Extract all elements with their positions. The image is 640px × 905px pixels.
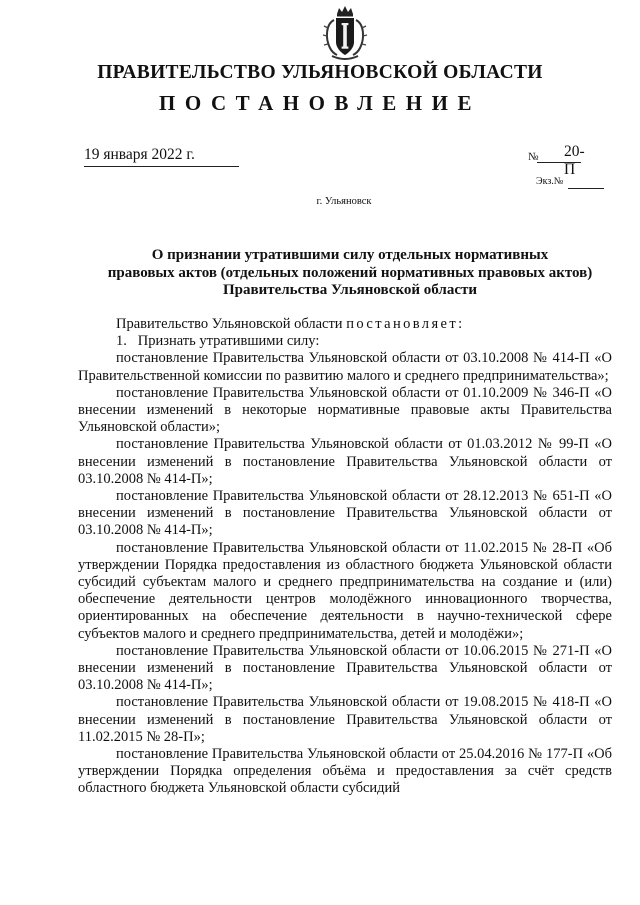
intro-prefix: Правительство Ульяновской области (116, 316, 347, 332)
body-paragraph: постановление Правительства Ульяновской области от 19.08.2015 № 418-П «О внесении изменений в постановление Правительства Ульяновской области от 11.02.2015 № 28-П»; (78, 694, 612, 745)
organization-name: ПРАВИТЕЛЬСТВО УЛЬЯНОВСКОЙ ОБЛАСТИ (97, 62, 543, 83)
body-paragraph: постановление Правительства Ульяновской области от 03.10.2008 № 414-П «О Правительственной комиссии по развитию малого и среднего предпринимательства»; (78, 350, 612, 384)
title-line-3: Правительства Ульяновской области (222, 282, 478, 298)
body-paragraph: постановление Правительства Ульяновской области от 28.12.2013 № 651-П «О внесении изменений в постановление Правительства Ульяновской области от 03.10.2008 № 414-П»; (78, 488, 612, 539)
city-name: г. Ульяновск (316, 196, 372, 207)
document-type: ПОСТАНОВЛЕНИЕ (159, 91, 481, 115)
number-sign: № (528, 151, 539, 163)
copy-number-label: Экз.№ (536, 176, 564, 187)
date-underline (84, 166, 239, 167)
body-paragraph: постановление Правительства Ульяновской области от 01.10.2009 № 346-П «О внесении изменений в некоторые нормативные правовые акты Правительства Ульяновской области»; (78, 384, 612, 436)
number-underline (537, 162, 581, 163)
coat-of-arms-icon (322, 4, 368, 62)
body-paragraph: постановление Правительства Ульяновской области от 10.06.2015 № 271-П «О внесении изменений в постановление Правительства Ульяновской области от 03.10.2008 № 414-П»; (78, 642, 612, 694)
intro-verb: постановляет: (346, 316, 465, 332)
title-line-2: правовых актов (отдельных положений нормативных правовых актов) (107, 264, 593, 281)
document-number: 20-П (564, 143, 585, 178)
intro-paragraph (78, 316, 612, 333)
title-line-1: О признании утратившими силу отдельных нормативных (151, 247, 549, 263)
item-1-heading: 1. Признать утратившими силу: (116, 333, 320, 350)
document-date: 19 января 2022 г. (84, 146, 195, 163)
document-body (78, 316, 612, 798)
body-paragraph: постановление Правительства Ульяновской области от 01.03.2012 № 99-П «О внесении изменений в постановление Правительства Ульяновской области от 03.10.2008 № 414-П»; (78, 436, 612, 487)
body-paragraph: постановление Правительства Ульяновской области от 25.04.2016 № 177-П «Об утверждении Порядка определения объёма и предоставления за счёт средств областного бюджета Ульяновской области субсидий (78, 746, 612, 797)
copy-number-underline (568, 188, 604, 189)
body-paragraph: постановление Правительства Ульяновской области от 11.02.2015 № 28-П «Об утверждении Порядка предоставления из областного бюджета Ульяновской области субсидий субъектам малого и среднего предпринимательства на создание и (или) обеспечение деятельности центров молодёжного инновационного творчества, ориентированных на обеспечение деятельности в научно-технической сфере субъектов малого и среднего предпринимательства, детей и молодёжи»; (78, 539, 612, 642)
document-title (100, 247, 600, 300)
